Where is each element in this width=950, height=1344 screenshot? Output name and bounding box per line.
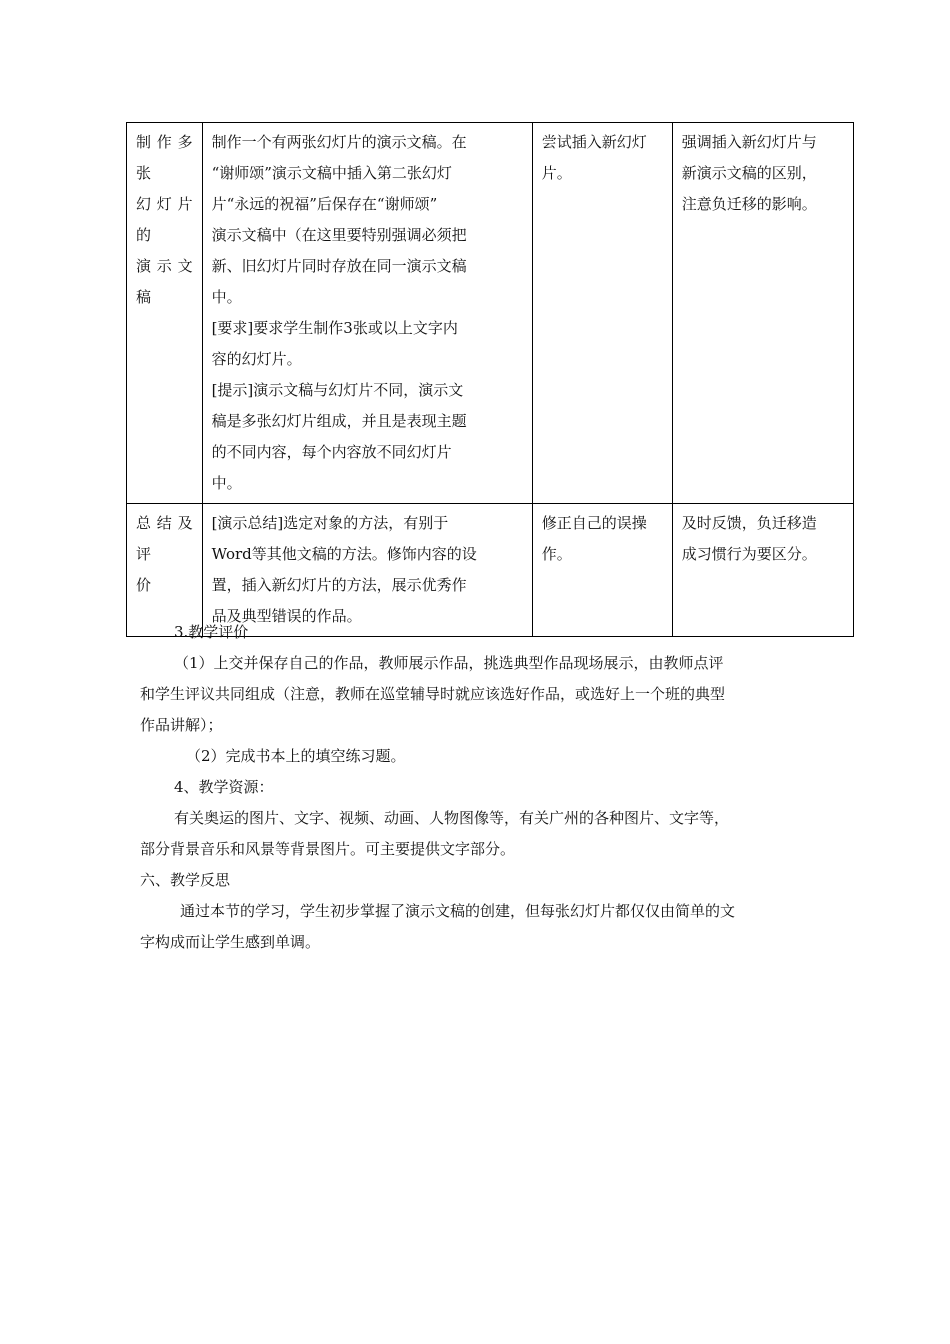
- cell-line: 容的幻灯片。: [211, 350, 302, 368]
- paragraph-line: 和学生评议共同组成（注意，教师在巡堂辅导时就应该选好作品，或选好上一个班的典型: [140, 685, 726, 703]
- section-heading: 六、教学反思: [140, 871, 231, 889]
- cell-line: 制作一个有两张幻灯片的演示文稿。在: [211, 133, 467, 151]
- cell-line: 中。: [211, 288, 242, 306]
- section-heading: 4、教学资源：: [174, 778, 274, 796]
- paragraph-line: 字构成而让学生感到单调。: [140, 933, 321, 951]
- cell-line: 片“永远的祝福”后保存在“谢师颂”: [211, 195, 438, 213]
- paragraph-line: 有关奥运的图片、文字、视频、动画、人物图像等，有关广州的各种图片、文字等，: [174, 809, 730, 827]
- cell-line: [演示总结]选定对象的方法，有别于: [211, 514, 449, 532]
- table-cell-activity: [127, 123, 203, 504]
- table-cell-content: [202, 123, 532, 504]
- cell-line: 置，插入新幻灯片的方法，展示优秀作: [211, 576, 467, 594]
- table-cell-student: [532, 123, 672, 504]
- paragraph-line: （1）上交并保存自己的作品，教师展示作品，挑选典型作品现场展示，由教师点评: [174, 654, 724, 672]
- table-cell-note: [672, 123, 853, 504]
- table-row: [127, 123, 854, 504]
- cell-line: 演示文稿中（在这里要特别强调必须把: [211, 226, 467, 244]
- cell-line: 强调插入新幻灯片与: [681, 133, 817, 151]
- cell-line: 的不同内容，每个内容放不同幻灯片: [211, 443, 452, 461]
- cell-line: 演示文稿: [136, 257, 193, 306]
- cell-line: 尝试插入新幻灯: [541, 133, 647, 151]
- cell-line: 总结及评: [136, 514, 193, 563]
- section-teaching-evaluation: [140, 617, 820, 958]
- lesson-table: [126, 122, 854, 637]
- cell-line: [要求]要求学生制作3张或以上文字内: [211, 319, 458, 337]
- paragraph-line: 部分背景音乐和风景等背景图片。可主要提供文字部分。: [140, 840, 516, 858]
- cell-line: 修正自己的误操: [541, 514, 647, 532]
- cell-line: 及时反馈，负迁移造: [681, 514, 817, 532]
- paragraph-line: 通过本节的学习，学生初步掌握了演示文稿的创建，但每张幻灯片都仅仅由简单的文: [180, 902, 736, 920]
- cell-line: 注意负迁移的影响。: [681, 195, 817, 213]
- cell-line: 新演示文稿的区别，: [681, 164, 817, 182]
- cell-line: 中。: [211, 474, 242, 492]
- cell-line: Word等其他文稿的方法。修饰内容的设: [211, 545, 477, 563]
- section-heading: 3.教学评价: [174, 623, 249, 641]
- cell-line: 稿是多张幻灯片组成，并且是表现主题: [211, 412, 467, 430]
- cell-line: [提示]演示文稿与幻灯片不同，演示文: [211, 381, 464, 399]
- cell-line: 制作多张: [136, 133, 193, 182]
- cell-line: 作。: [541, 545, 572, 563]
- paragraph-line: （2）完成书本上的填空练习题。: [186, 747, 406, 765]
- cell-line: 价: [136, 576, 152, 594]
- cell-line: 片。: [541, 164, 572, 182]
- cell-line: 新、旧幻灯片同时存放在同一演示文稿: [211, 257, 467, 275]
- cell-line: 幻灯片的: [136, 195, 193, 244]
- cell-line: 品及典型错误的作品。: [211, 607, 362, 625]
- paragraph-line: 作品讲解）；: [140, 716, 223, 734]
- cell-line: “谢师颂”演示文稿中插入第二张幻灯: [211, 164, 452, 182]
- cell-line: 成习惯行为要区分。: [681, 545, 817, 563]
